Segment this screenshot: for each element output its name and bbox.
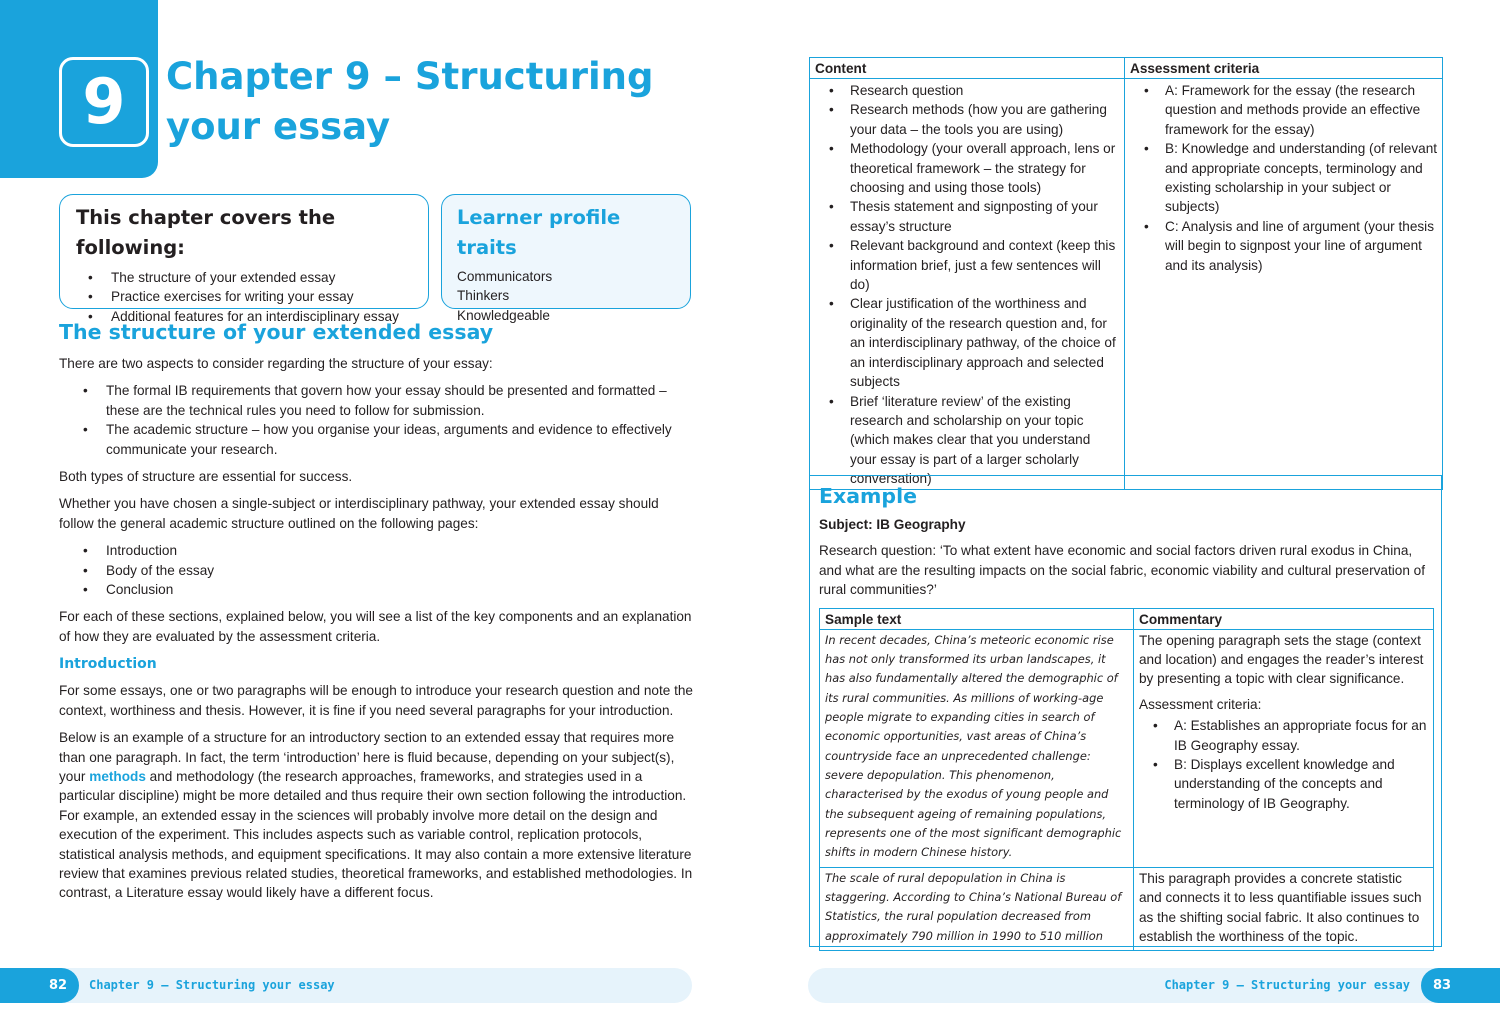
running-footer: Chapter 9 – Structuring your essay [1164,978,1410,992]
introduction-para: For some essays, one or two paragraphs will be enough to introduce your research question and note the context, worthiness and thesis. However, it is fine if you need several paragraphs for your introduction. [59,683,693,718]
commentary-text: The opening paragraph sets the stage (context and location) and engages the reader’s interest by presenting a topic with clear significance. [1139,632,1424,687]
covers-title: This chapter covers the following: [76,206,336,259]
para-text: Below is an example of a structure for an introductory section to an extended essay that requires more than one paragraph. In fact, the term ‘introduction’ here is fluid because, depending on your subject(s), your [59,730,675,784]
section-item: • Introduction [71,541,694,560]
criteria-item: • C: Analysis and line of argument (your thesis will begin to signpost your line of argument and its analysis) [1129,217,1438,275]
footer-left [0,968,692,1003]
content-item: • Research question [814,81,1120,100]
chapter-number: 9 [59,57,149,147]
covers-item: • Additional features for an interdisciplinary essay [76,307,412,326]
page-number: 82 [37,968,79,1003]
criteria-label: Assessment criteria: [1139,696,1262,712]
commentary-criteria-list [1139,716,1428,813]
table-header: Assessment criteria [1125,58,1443,79]
sample-text: In recent decades, China’s meteoric economic rise has not only transformed its urban landscapes, it has also fundamentally altered the demographic of its rural communities. As millions of working-age people migrate to expanding cities in search of economic opportunities, vast areas of China’s countryside face an unprecedented challenge: severe depopulation. This phenomenon, characterised by the exodus of young people and the subsequent ageing of remaining populations, represents one of the most significant demographic shifts in modern Chinese history. [820,629,1134,867]
introduction-heading: Introduction [59,656,157,673]
trait-item: Communicators [457,269,553,284]
table-row [820,629,1434,867]
research-question: Research question: ‘To what extent have economic and social factors driven rural exodus in China, and what are the resulting impacts on the social fabric, economic viability and cultural preservation of rural communities?’ [819,543,1425,598]
methods-glossary-link[interactable]: methods [89,768,146,784]
trait-item: Knowledgeable [457,307,550,323]
table-header: Content [810,58,1125,79]
section-item: • Conclusion [71,580,694,599]
chapter-title-line2: your essay [166,105,391,148]
learner-traits-box [441,194,691,323]
criteria-item: • B: Knowledge and understanding (of relevant and appropriate concepts, terminology and existing scholarship in your subject or subjects) [1129,139,1438,217]
structure-para: For each of these sections, explained below, you will see a list of the key components and an explanation of how they are evaluated by the assessment criteria. [59,609,692,644]
sample-text: The scale of rural depopulation in China is staggering. According to China’s National Bureau of Statistics, the rural population decreased from approximately 790 million in 1990 to 510 million [820,867,1134,951]
covers-item: • The structure of your extended essay [76,268,412,287]
section-item: • Body of the essay [71,561,694,580]
sample-table [819,608,1434,952]
commentary-text: This paragraph provides a concrete statistic and connects it to less quantifiable issues such as the shifting social fabric. It also continues to establish the worthiness of the topic. [1134,867,1434,951]
footer-right [808,968,1500,1003]
criteria-item: • A: Framework for the essay (the research question and methods provide an effective framework for the essay) [1129,81,1438,139]
aspect-item: • The academic structure – how you organise your ideas, arguments and evidence to effectively communicate your research. [71,420,694,459]
covers-item: • Practice exercises for writing your essay [76,287,412,306]
structure-para: Whether you have chosen a single-subject or interdisciplinary pathway, your extended essay should follow the general academic structure outlined on the following pages: [59,496,659,531]
structure-para: Both types of structure are essential for success. [59,469,353,485]
table-header: Commentary [1134,608,1434,629]
traits-title: Learner profile traits [457,206,621,259]
content-item: • Clear justification of the worthiness and originality of the research question and, for an interdisciplinary pathway, of the choice of an interdisciplinary approach and selected subjects [814,294,1120,391]
criteria-list [1129,81,1438,275]
aspects-list [71,381,694,459]
sections-list [71,541,694,599]
content-item: • Brief ‘literature review’ of the existing research and scholarship on your topic (which makes clear that you understand your essay is part of a larger scholarly conversation) [814,392,1120,489]
criteria-item: • A: Establishes an appropriate focus for an IB Geography essay. [1139,716,1428,755]
para-text: and methodology (the research approaches, frameworks, and strategies used in a particular discipline) might be more detailed and thus require their own section following the introduction. For example, an extended essay in the sciences will probably involve more detail on the design and execution of the experiment. This includes aspects such as variable control, replication protocols, statistical analysis methods, and equipment specifications. It may also contain a more extensive literature review that examines previous related studies, theoretical frameworks, and established methodologies. In contrast, a Literature essay would likely have a different focus. [59,768,693,901]
aspect-item: • The formal IB requirements that govern how your essay should be presented and formatted – these are the technical rules you need to follow for submission. [71,381,694,420]
page-number: 83 [1421,968,1463,1003]
criteria-item: • B: Displays excellent knowledge and understanding of the concepts and terminology of IB Geography. [1139,755,1428,813]
chapter-covers-box [59,194,429,324]
content-list [814,81,1120,489]
table-row [820,867,1434,951]
chapter-tab [0,0,158,178]
criteria-table [809,57,1443,490]
example-box [809,475,1442,947]
structure-intro: There are two aspects to consider regarding the structure of your essay: [59,356,493,371]
criteria-cell [1125,79,1443,490]
table-header: Sample text [820,608,1134,629]
trait-item: Thinkers [457,288,510,304]
content-item: • Relevant background and context (keep this information brief, just a few sentences will do) [814,236,1120,294]
content-cell [810,79,1125,490]
left-page-body [59,316,694,911]
structure-heading: The structure of your extended essay [59,320,494,344]
introduction-para [59,728,694,903]
example-subject: Subject: IB Geography [819,517,966,532]
example-title: Example [819,484,918,508]
chapter-title [166,52,686,152]
content-item: • Research methods (how you are gathering your data – the tools you are using) [814,100,1120,139]
commentary-cell [1134,629,1434,867]
content-item: • Methodology (your overall approach, lens or theoretical framework – the strategy for choosing and using those tools) [814,139,1120,197]
running-footer: Chapter 9 – Structuring your essay [89,978,335,992]
content-item: • Thesis statement and signposting of your essay’s structure [814,197,1120,236]
chapter-title-line1: Chapter 9 – Structuring [166,55,654,98]
